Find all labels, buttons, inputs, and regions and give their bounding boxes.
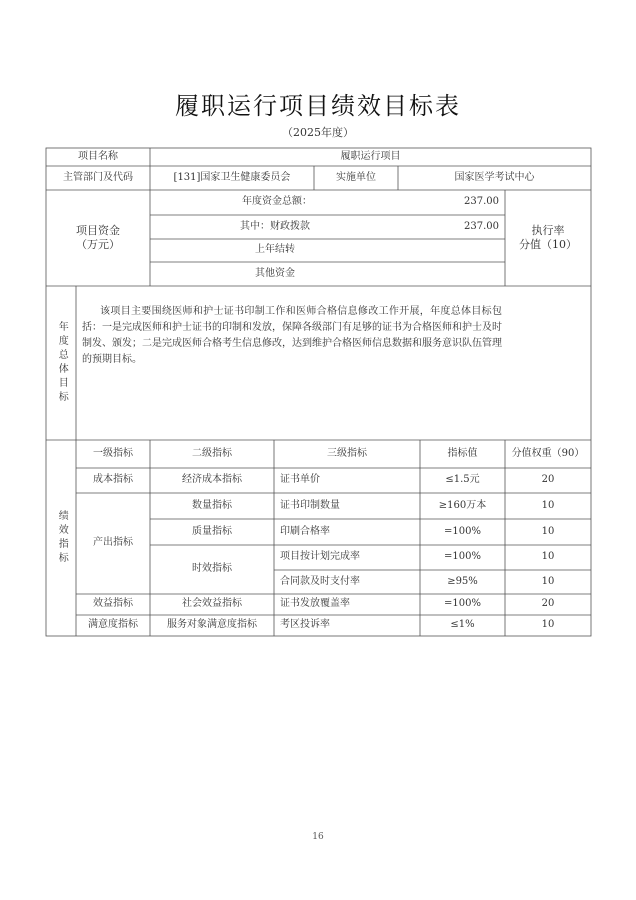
funds-carryover-value <box>400 239 505 262</box>
page-number: 16 <box>312 832 324 842</box>
row-quantity-l3: 证书印制数量 <box>280 499 340 511</box>
row-cost-l2: 经济成本指标 <box>182 474 242 486</box>
row-output-l1: 产出指标 <box>93 537 133 549</box>
header-weight: 分值权重（90） <box>511 447 585 459</box>
header-level1: 一级指标 <box>93 447 133 459</box>
row-quality-weight: 10 <box>541 525 555 537</box>
row-cost-weight: 20 <box>541 474 555 486</box>
row-timeliness-payment-value: ≥95% <box>447 575 478 587</box>
funds-total-label: 年度资金总额： <box>242 196 312 208</box>
row-benefit-l2: 社会效益指标 <box>182 598 242 610</box>
row-benefit-l3: 证书发放覆盖率 <box>280 598 350 610</box>
row-satisfaction-l1: 满意度指标 <box>88 619 138 631</box>
row-satisfaction-value: ≤1% <box>450 619 475 631</box>
funds-label-line1: 项目资金 <box>76 224 120 238</box>
funds-total-value: 237.00 <box>464 196 499 208</box>
row-timeliness-completion-l3: 项目按计划完成率 <box>280 551 360 563</box>
row-benefit-l1: 效益指标 <box>93 598 133 610</box>
row-quality-l3: 印刷合格率 <box>280 525 330 537</box>
row-quantity-weight: 10 <box>541 499 555 511</box>
goal-text: 该项目主要围绕医师和护士证书印制工作和医师合格信息修改工作开展，年度总体目标包括：一是完成医师和护士证书的印制和发放，保障各级部门有足够的证书为合格医师和护士及时制发、颁发；二是完成医师合格考生信息修改，达到维护合格医师信息数据和服务意识队伍管理的预期目标。 <box>82 306 502 365</box>
unit-label: 实施单位 <box>336 171 376 183</box>
row-cost-value: ≤1.5元 <box>445 474 480 486</box>
row-quality-value: =100% <box>444 525 481 537</box>
page-subtitle: （2025年度） <box>282 126 354 139</box>
row-timeliness-completion-value: =100% <box>444 551 481 563</box>
indicators-label: 绩效指标 <box>56 510 68 566</box>
row-timeliness-payment-l3: 合同款及时支付率 <box>280 575 360 587</box>
funds-carryover-label: 上年结转 <box>255 244 295 256</box>
row-timeliness-completion-weight: 10 <box>541 551 555 563</box>
row-satisfaction-l3: 考区投诉率 <box>280 619 330 631</box>
project-name-label: 项目名称 <box>78 150 118 162</box>
row-timeliness-l2: 时效指标 <box>192 563 232 575</box>
header-level3: 三级指标 <box>327 447 367 459</box>
row-cost-l3: 证书单价 <box>280 474 320 486</box>
row-benefit-weight: 20 <box>541 598 555 610</box>
funds-other-label: 其他资金 <box>255 267 295 279</box>
header-level2: 二级指标 <box>192 447 232 459</box>
funds-label-line2: （万元） <box>76 238 120 251</box>
row-benefit-value: =100% <box>444 598 481 610</box>
funds-label <box>46 190 150 286</box>
row-quantity-value: ≥160万本 <box>438 499 487 511</box>
execution-rate-line1: 执行率 <box>531 224 565 238</box>
row-satisfaction-l2: 服务对象满意度指标 <box>167 619 257 631</box>
funds-other-value <box>400 262 505 286</box>
funds-fiscal-label: 其中：财政拨款 <box>240 220 310 232</box>
project-name-value: 履职运行项目 <box>340 150 401 162</box>
dept-value: [131]国家卫生健康委员会 <box>173 171 291 183</box>
execution-rate-line2: 分值（10） <box>519 238 577 251</box>
dept-label: 主管部门及代码 <box>63 171 133 183</box>
header-value: 指标值 <box>447 447 478 459</box>
execution-rate <box>505 190 591 286</box>
row-satisfaction-weight: 10 <box>541 619 555 631</box>
page-title: 履职运行项目绩效目标表 <box>175 92 461 120</box>
unit-value: 国家医学考试中心 <box>454 171 535 183</box>
funds-fiscal-value: 237.00 <box>464 220 499 232</box>
row-cost-l1: 成本指标 <box>93 474 133 486</box>
goal-label: 年度总体目标 <box>56 321 68 405</box>
row-quantity-l2: 数量指标 <box>192 499 232 511</box>
row-quality-l2: 质量指标 <box>192 525 232 537</box>
row-timeliness-payment-weight: 10 <box>541 575 555 587</box>
